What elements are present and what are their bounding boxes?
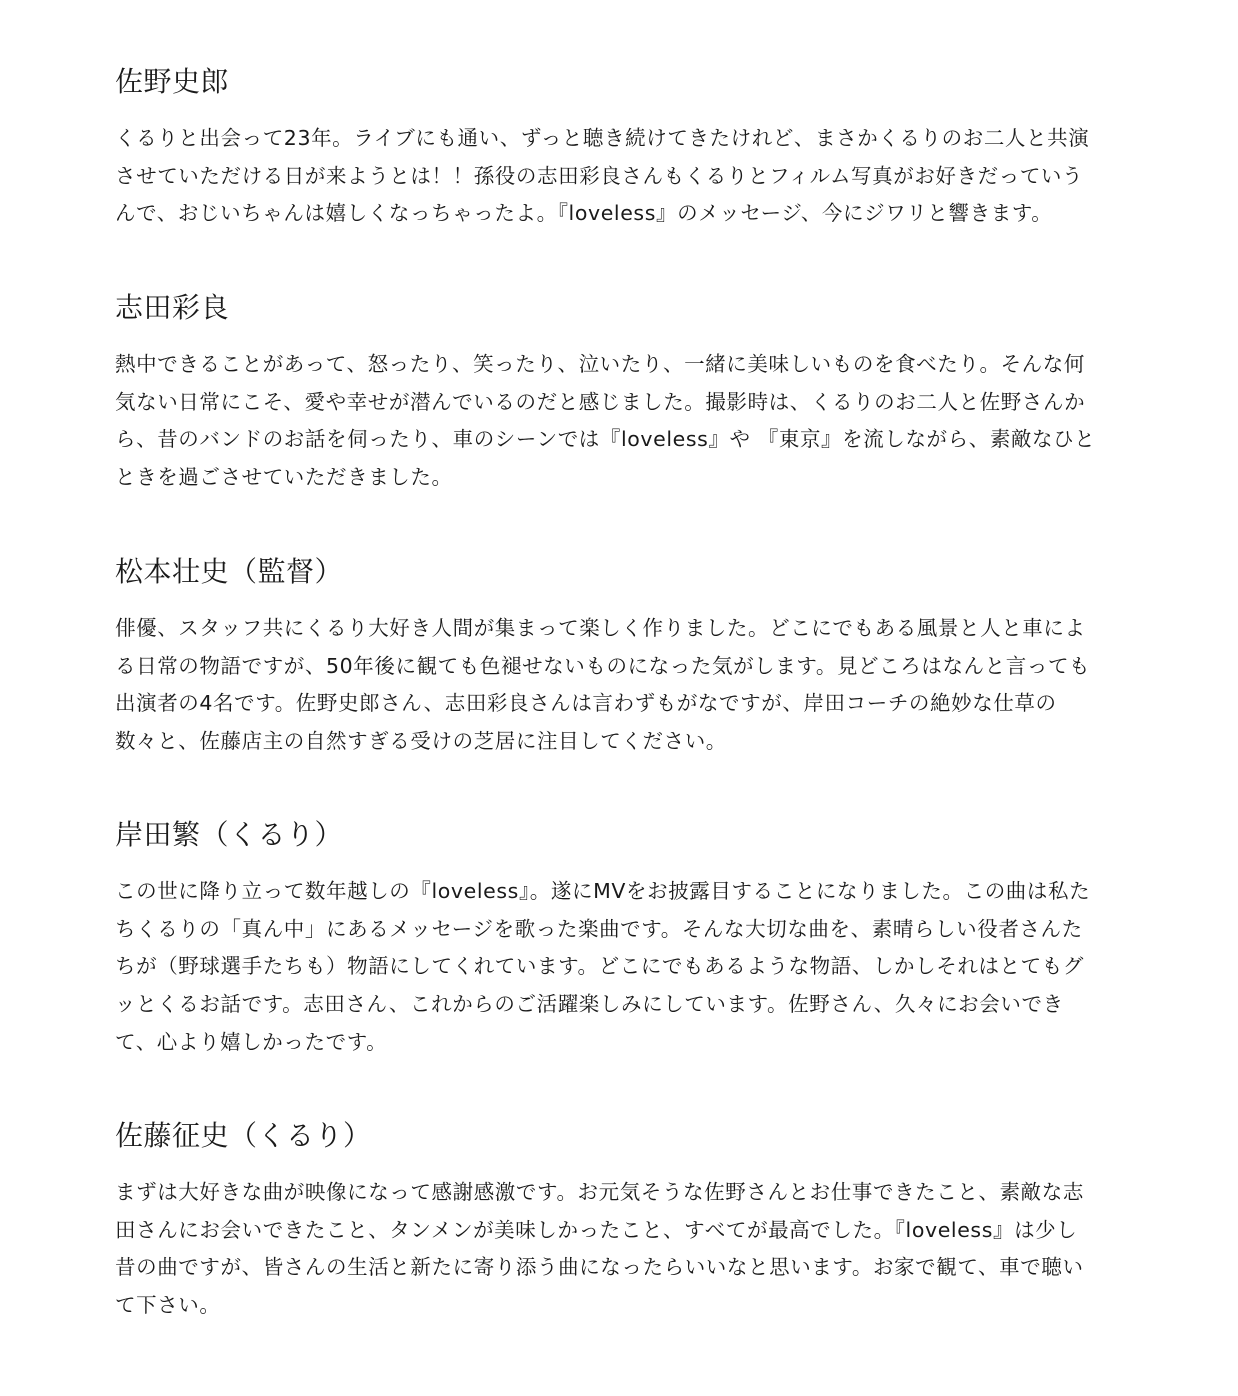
comment-line: 出演者の4名です。佐野史郎さん、志田彩良さんは言わずもがなですが、岸田コーチの絶妙な仕草の bbox=[115, 691, 1057, 716]
comment-line: この世に降り立って数年越しの『loveless』。遂にMVをお披露目することになりました。この曲は私た bbox=[115, 879, 1091, 903]
comment-heading: 志田彩良 bbox=[115, 291, 230, 324]
comment-line: 俳優、スタッフ共にくるり大好き人間が集まって楽しく作りました。どこにでもある風景と人と車によ bbox=[115, 616, 1086, 640]
comment-line: 数々と、佐藤店主の自然すぎる受けの芝居に注目してください。 bbox=[115, 729, 727, 754]
comment-line: んで、おじいちゃんは嬉しくなっちゃったよ。『loveless』のメッセージ、今にジワリと響きます。 bbox=[115, 201, 1053, 226]
comment-line: 田さんにお会いできたこと、タンメンが美味しかったこと、すべてが最高でした。『loveless』は少し bbox=[115, 1217, 1078, 1242]
comment-line: ら、昔のバンドのお話を伺ったり、車のシーンでは『loveless』や 『東京』を流しながら、素敵なひと bbox=[115, 427, 1096, 452]
comment-line: て下さい。 bbox=[115, 1293, 221, 1318]
comment-section-kishida bbox=[115, 815, 1130, 1054]
comment-body bbox=[115, 873, 1090, 1062]
comment-line: ッとくるお話です。志田さん、これからのご活躍楽しみにしています。佐野さん、久々にお会いでき bbox=[115, 992, 1064, 1017]
comment-heading: 松本壮史（監督） bbox=[115, 555, 344, 588]
comment-line: させていただける日が来ようとは！！孫役の志田彩良さんもくるりとフィルム写真がお好きだっていう bbox=[115, 163, 1084, 188]
comment-body bbox=[115, 1174, 1084, 1325]
comment-section-matsumoto bbox=[115, 552, 1130, 754]
comment-section-shida bbox=[115, 288, 1130, 490]
comment-heading: 岸田繁（くるり） bbox=[115, 818, 344, 851]
comment-line: る日常の物語ですが、50年後に観ても色褪せないものになった気がします。見どころはなんと言っても bbox=[115, 653, 1091, 678]
comment-heading: 佐藤征史（くるり） bbox=[115, 1119, 372, 1152]
comment-line: ちくるりの「真ん中」にあるメッセージを歌った楽曲です。そんな大切な曲を、素晴らしい役者さんた bbox=[115, 916, 1083, 941]
comment-body bbox=[115, 610, 1090, 761]
comment-line: まずは大好きな曲が映像になって感謝感激です。お元気そうな佐野さんとお仕事できたこと、素敵な志 bbox=[115, 1180, 1084, 1204]
comment-heading: 佐野史郎 bbox=[115, 65, 230, 98]
comment-body bbox=[115, 120, 1089, 233]
comment-line: ときを過ごさせていただきました。 bbox=[115, 465, 453, 490]
comment-line: くるりと出会って23年。ライブにも通い、ずっと聴き続けてきたけれど、まさかくるりのお二人と共演 bbox=[115, 126, 1090, 150]
comment-line: 昔の曲ですが、皆さんの生活と新たに寄り添う曲になったらいいなと思います。お家で観て、車で聴い bbox=[115, 1255, 1084, 1280]
comment-section-sano bbox=[115, 62, 1130, 226]
comment-section-sato bbox=[115, 1116, 1130, 1318]
comment-line: 熱中できることがあって、怒ったり、笑ったり、泣いたり、一緒に美味しいものを食べたり。そんな何 bbox=[115, 352, 1085, 376]
comment-line: ちが（野球選手たちも）物語にしてくれています。どこにでもあるような物語、しかしそれはとてもグ bbox=[115, 954, 1084, 979]
comment-line: 気ない日常にこそ、愛や幸せが潜んでいるのだと感じました。撮影時は、くるりのお二人と佐野さんか bbox=[115, 389, 1086, 414]
comment-line: て、心より嬉しかったです。 bbox=[115, 1029, 388, 1054]
comment-body bbox=[115, 346, 1095, 497]
